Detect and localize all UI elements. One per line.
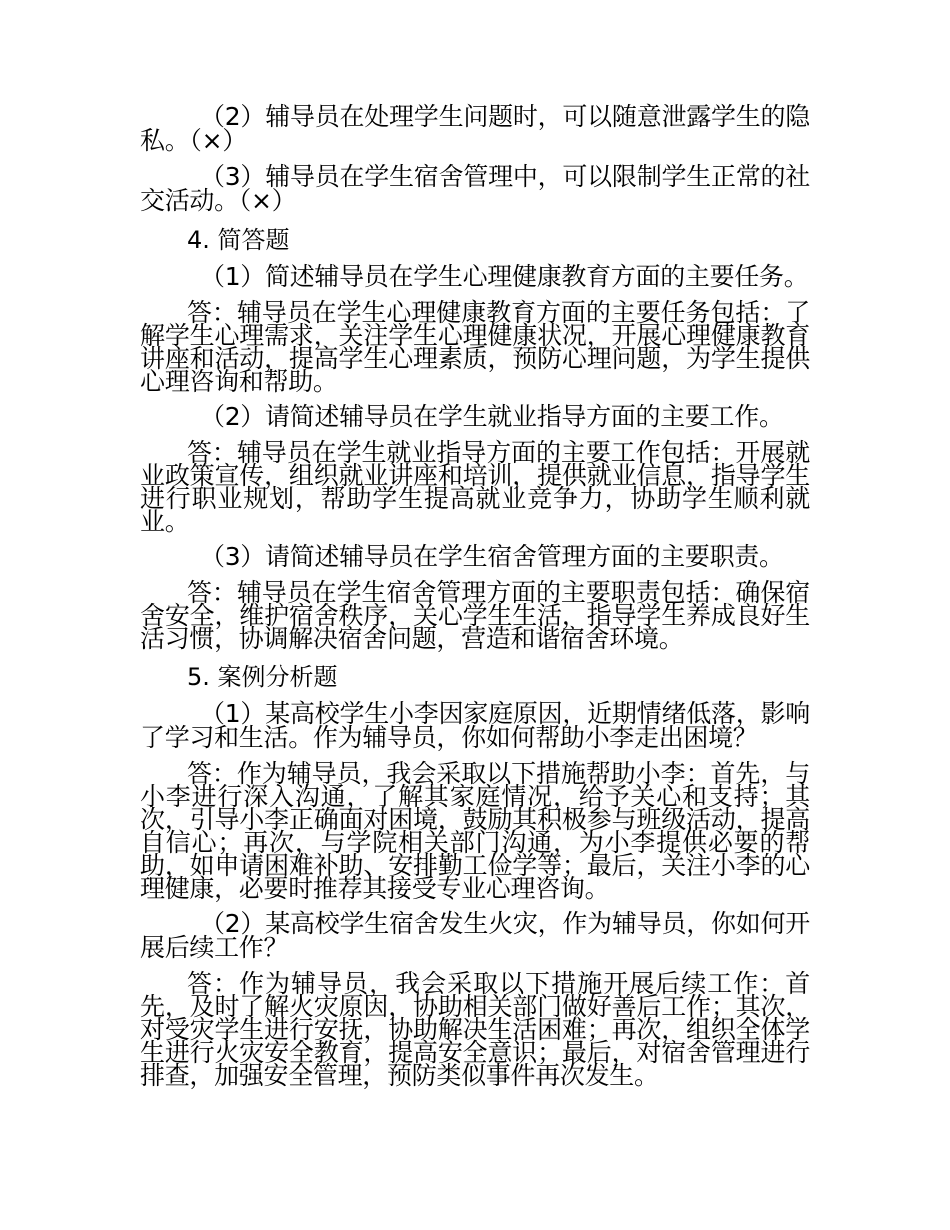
case-answer-2: 答：作为辅导员，我会采取以下措施开展后续工作：首先，及时了解火灾原因，协助相关部门做好善后工作；其次，对受灾学生进行安抚，协助解决生活困难；再次，组织全体学生进行火灾安全教育，提高安全意识；最后，对宿舍管理进行排查，加强安全管理，预防类似事件再次发生。 [140,969,810,1090]
document-body [140,102,810,1099]
short-answer-answer-1: 答：辅导员在学生心理健康教育方面的主要任务包括：了解学生心理需求，关注学生心理健康状况，开展心理健康教育讲座和活动，提高学生心理素质，预防心理问题，为学生提供心理咨询和帮助。 [140,298,810,396]
section-heading-case-analysis: 5. 案例分析题 [187,663,338,691]
case-answer-1: 答：作为辅导员，我会采取以下措施帮助小李：首先，与小李进行深入沟通，了解其家庭情况，给予关心和支持；其次，引导小李正确面对困境，鼓励其积极参与班级活动，提高自信心；再次，与学院相关部门沟通，为小李提供必要的帮助，如申请困难补助、安排勤工俭学等；最后，关注小李的心理健康，必要时推荐其接受专业心理咨询。 [140,759,810,903]
section-heading-short-answer: 4. 简答题 [187,226,290,254]
case-question-2: （2）某高校学生宿舍发生火灾，作为辅导员，你如何开展后续工作？ [140,909,810,962]
short-answer-answer-3: 答：辅导员在学生宿舍管理方面的主要职责包括：确保宿舍安全，维护宿舍秩序，关心学生生活，指导学生养成良好生活习惯，协调解决宿舍问题，营造和谐宿舍环境。 [140,578,810,653]
short-answer-question-1: （1）简述辅导员在学生心理健康教育方面的主要任务。 [200,262,809,291]
short-answer-question-3: （3）请简述辅导员在学生宿舍管理方面的主要职责。 [200,542,784,571]
true-false-question-3: （3）辅导员在学生宿舍管理中，可以限制学生正常的社交活动。（×） [140,162,810,215]
short-answer-answer-2: 答：辅导员在学生就业指导方面的主要工作包括：开展就业政策宣传，组织就业讲座和培训，提供就业信息，指导学生进行职业规划，帮助学生提高就业竞争力，协助学生顺利就业。 [140,438,810,536]
case-question-1: （1）某高校学生小李因家庭原因，近期情绪低落，影响了学习和生活。作为辅导员，你如何帮助小李走出困境？ [140,699,810,752]
true-false-question-2: （2）辅导员在处理学生问题时，可以随意泄露学生的隐私。（×） [140,102,810,155]
short-answer-question-2: （2）请简述辅导员在学生就业指导方面的主要工作。 [200,402,784,431]
